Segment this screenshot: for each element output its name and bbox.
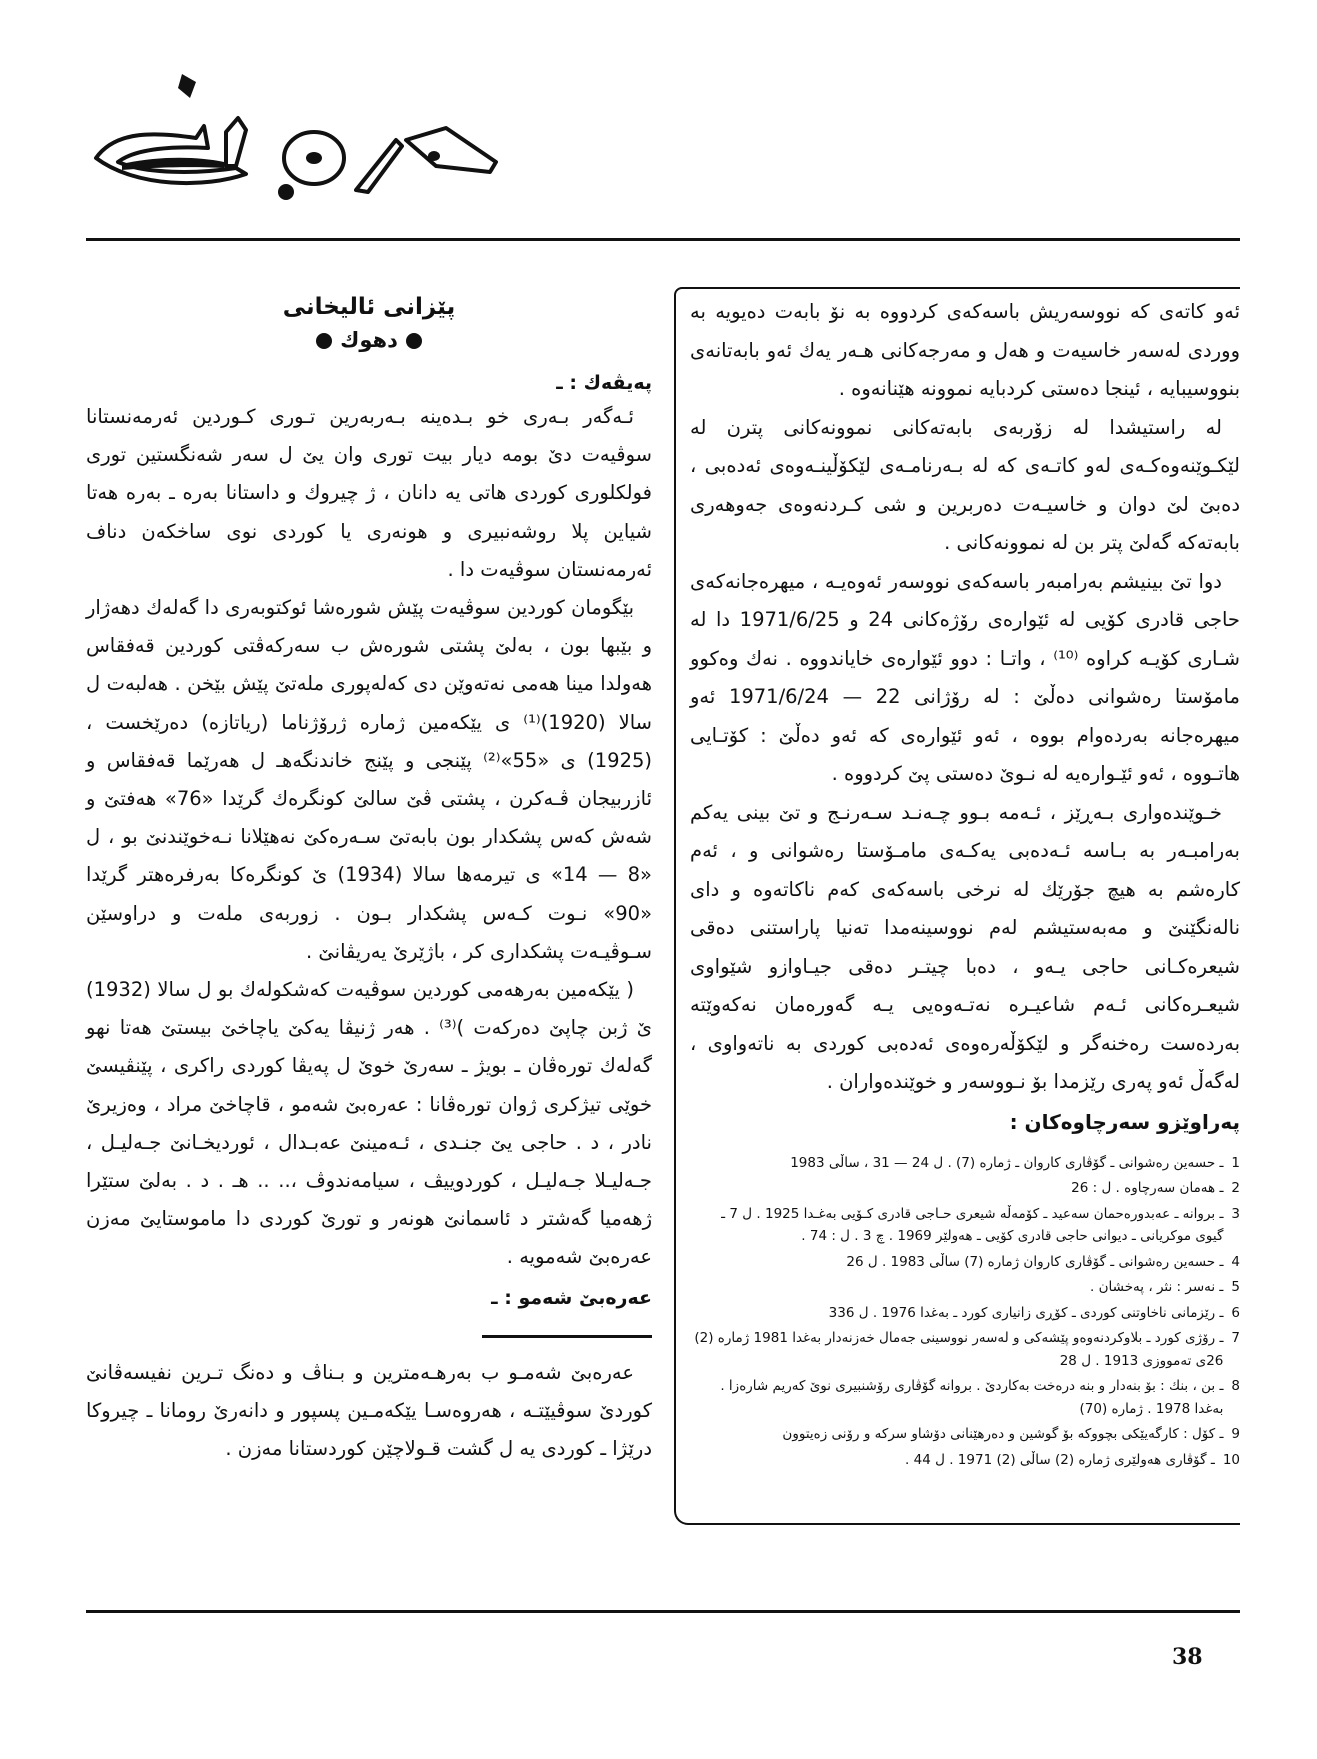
masthead-calligraphy-icon bbox=[86, 70, 506, 200]
footnote-item bbox=[690, 1327, 1240, 1372]
bottom-rule-divider bbox=[86, 1610, 1240, 1613]
footnote-number: 8 bbox=[1231, 1378, 1240, 1394]
section-divider bbox=[482, 1335, 652, 1338]
footnote-text: ـ گۆڤاری هەولێری ژمارە (2) ساڵی (2) 1971 . ل 44 . bbox=[905, 1451, 1215, 1468]
footnote-number: 5 bbox=[1231, 1279, 1240, 1295]
footnote-item bbox=[690, 1152, 1240, 1175]
masthead-logo bbox=[86, 70, 506, 200]
continuation-column-box bbox=[674, 287, 1240, 1525]
footnote-item bbox=[690, 1302, 1240, 1325]
footnote-item bbox=[690, 1251, 1240, 1274]
footnote-item bbox=[690, 1276, 1240, 1299]
footnote-number: 2 bbox=[1231, 1180, 1240, 1196]
footnote-item bbox=[690, 1375, 1240, 1420]
continuation-paragraph: ئەو کاتەی کە نووسەریش باسەکەی کردووە بە نۆ بابەت دەیویە بە ووردی لەسەر خاسیەت و هەل و مەرجەکانی هـەر یەك ئەو بابەتانەی بنووسیبایە ، ئینجا دەستی کردبایە نموونە هێنانەوە . bbox=[690, 300, 1240, 400]
footnote-item bbox=[690, 1177, 1240, 1200]
footnote-number: 9 bbox=[1231, 1426, 1240, 1442]
article-paragraph: عەرەبێ شەمـو ب بەرهـەمترین و بـناڤ و دەنگ تـرین نفیسەڤانێ کوردێ سوڤیێتـە ، هەروەسـا یێکەمـین پسپور و دانەرێ رومانا ـ چیروکا درێژا ـ کوردی یە ل گشت قـولاچێن کوردستانا مەزن . bbox=[86, 1360, 652, 1461]
top-rule-divider bbox=[86, 238, 1240, 241]
footnote-text: ـ بن ، بنك : بۆ بنەدار و بنە درەخت بەکاردێ . بروانە گۆڤاری رۆشنبیری نوێ کەریم شارەزا . بەغدا 1978 . ژمارە (70) bbox=[720, 1378, 1224, 1417]
byline-location: دهوك bbox=[340, 328, 398, 352]
footnotes-heading: پەراوێزو سەرچاوەکان : bbox=[1009, 1109, 1240, 1134]
intro-heading: پەیڤەك : ـ bbox=[556, 372, 652, 394]
article-paragraph: ( یێکەمین بەرهەمی کوردین سوڤیەت کەشکولەك بو ل سالا (1932) ێ ژبن چاپێ دەرکەت )⁽³⁾ . هەر ژنیڤا یەکێ یاچاخێ بیستێ هەتا نهو گەلەك تورەڤان ـ بویژ ـ سەرێ خوێ ل پەیڤا کوردی راکری ، پێنڤیسێ خوێی تیژکری ژوان تورەڤانا : عەرەبێ شەمو ، قاچاخێ مراد ، وەزیرێ نادر ، د . حاجی یێ جنـدی ، ئـەمینێ عەبـدال ، ئوردیخـانێ جـەلیـل ، جـەلیـلا جـەلیـل ، کوردوییڤ ، سیامەندوڤ ،.. .. هـ . د . بەلێ ستێرا ژهەمیا گەشتر د ئاسمانێ هونەر و تورێ کوردی دا ماموستایێ مەزن عەرەبێ شەمویە . bbox=[86, 978, 652, 1269]
continuation-paragraph: دوا تێ بینیشم بەرامبەر باسەکەی نووسەر ئەوەیـە ، میهرەجانەکەی حاجی قادری کۆیی لە ئێوارەی رۆژەکانی 24 و 1971/6/25 دا لە شـاری کۆیـە کراوە ⁽¹⁰⁾ ، واتـا : دوو ئێوارەی خایاندووە . نەك وەکوو مامۆستا رەشوانی دەڵێ : لە رۆژانی 22 — 1971/6/24 ئەو میهرەجانە بەردەوام بووە ، ئەو ئێوارەی کە ئەو دەڵێ : کۆتـایی هاتـووە ، ئەو ئێـوارەیە لە نـوێ دەستی پێ کردووە . bbox=[690, 569, 1240, 785]
page-number: 38 bbox=[1172, 1644, 1203, 1670]
footnote-number: 10 bbox=[1222, 1451, 1240, 1468]
footnote-item bbox=[690, 1423, 1240, 1446]
continuation-paragraph: خـوێندەواری بـەڕێز ، ئـەمە بـوو چـەنـد سـەرنـج و تێ بینی یەکم بەرامبـەر بە بـاسە ئـەدەبی یەکـەی مامـۆستا رەشوانی و ، ئەم کارەشم بە هیچ جۆرێك لە نرخی باسەکەی کەم ناکاتەوە و دای نالەنگێنێ و مەبەستیشم لەم نووسینەمدا تەنیا پاراستنی دەقی شیعرەکـانی حاجی یـەو ، دەبا چیتـر دەقی جیـاوازو شێواوی شیعـرەکانی ئـەم شاعیـرە نەتـەوەیی یـە گەورەمان نەکەوێتە بەردەست رەخنەگر و لێکۆڵەرەوەی ئەدەبی کوردی بە ناتەواوی ، لەگەڵ ئەو پەری رێزمدا بۆ نـووسەر و خوێندەواران . bbox=[690, 800, 1240, 1093]
footnote-text: ـ هەمان سەرچاوە . ل : 26 bbox=[1071, 1180, 1224, 1196]
footnote-text: ـ نەسر : نثر ، پەخشان . bbox=[1090, 1279, 1224, 1295]
bullet-icon bbox=[316, 333, 332, 349]
footnote-number: 6 bbox=[1231, 1304, 1240, 1321]
footnote-item bbox=[690, 1449, 1240, 1472]
section-heading: عەرەبێ شەمو : ـ bbox=[491, 1286, 652, 1309]
bullet-icon bbox=[406, 333, 422, 349]
footnote-number: 7 bbox=[1231, 1330, 1240, 1346]
article-title: پێزانی ئالیخانی bbox=[282, 294, 456, 320]
footnote-number: 4 bbox=[1231, 1253, 1240, 1270]
article-paragraph: بێگومان کوردین سوڤیەت پێش شورەشا ئوکتوبەری دا گەلەك دهەژار و بێبها بون ، بەلێ پشتی شورەش ب سەرکەڤتی کوردین قەفقاس هەولدا مینا هەمی نەتەوێن دی کەلەپوری ملەتێ پێش بێخن . هەلبەت ل سالا (1920)⁽¹⁾ ی یێکەمین ژمارە ژرۆژناما (ریاتازە) دەرێخست ، (1925) ی «55»⁽²⁾ پێنجی و پێنج خاندنگەهـ ل هەرێما قەفقاس و ئازربیجان ڤـەکرن ، پشتی ڤێ سالێ کونگرەك گرێدا «76» هەفتێ و شەش کەس پشکدار بون بابەتێ سـەرەکێ نەهێلانا نـەخوێندنێ بو ، ل «8 — 14» ی تیرمەها سالا (1934) ێ کونگرەکا بەرفرەهتر گرێدا «90» نـوت کـەس پشکدار بـون . زوربەی ملەت و دراوسێن سـوڤیـەت پشکداری کر ، باژێرێ یەریڤانێ . bbox=[86, 596, 652, 963]
footnote-text: ـ کۆل : کارگەیێکی بچووکە بۆ گوشین و دەرهێنانی دۆشاو سرکە و رۆنی زەیتوون bbox=[782, 1426, 1224, 1442]
footnote-number: 3 bbox=[1231, 1205, 1240, 1222]
footnote-text: ـ رێزمانی ناخاوتنی کوردی ـ کۆڕی زانیاری کورد ـ بەغدا 1976 . ل 336 bbox=[828, 1304, 1224, 1321]
footnote-item bbox=[690, 1203, 1240, 1248]
continuation-paragraph: لە راستیشدا لە زۆربەی بابەتەکانی نموونەکانی پترن لە لێکـوێنەوەکـەی لەو کاتـەی کە لە بـەرنامـەی لێکۆڵینـەوەی ئەدەبی ، دەبێ لێ دوان و خاسیـەت دەربرین و شی کـردنەوەی جەوهەری بابەتەکە گەلێ پتر بن لە نموونەکانی . bbox=[690, 415, 1240, 554]
article-column bbox=[86, 290, 652, 1468]
footnote-text: ـ رۆژی کورد ـ بلاوکردنەوەو پێشەکی و لەسەر نووسینی جەمال خەزنەدار بەغدا 1981 ژمارە (2) 26ی تەمووزی 1913 . ل 28 bbox=[694, 1330, 1224, 1369]
article-paragraph: ئـەگەر بـەری خو بـدەینە بـەربەرین تـوری کـوردین ئەرمەنستانا سوڤیەت دێ بومە دیار بیت توری وان یێ ل سەر شەنگستین توری فولکلوری کوردی هاتی یە دانان ، ژ چیروك و داستانا بەرە ـ بەرە هەتا شیاین پلا روشەنبیری و هونەری یا کوردی نوی ساخکەن دناف ئەرمەنستان سوڤیەت دا . bbox=[86, 405, 652, 581]
footnote-number: 1 bbox=[1231, 1154, 1240, 1171]
footnotes-list bbox=[690, 1152, 1240, 1472]
article-byline bbox=[86, 324, 652, 356]
footnote-text: ـ حسەین رەشوانی ـ گۆڤاری کاروان ـ ژمارە (7) . ل 24 — 31 ، ساڵی 1983 bbox=[790, 1154, 1224, 1171]
footnote-text: ـ بروانە ـ عەبدورەحمان سەعید ـ کۆمەڵە شیعری حـاجی قادری کـۆیی بەغـدا 1925 . ل 7 ـ گیوی موکریانی ـ دیوانی حاجی قادری کۆیی ـ هەولێر 1969 . چ 3 . ل : 74 . bbox=[721, 1205, 1224, 1244]
footnote-text: ـ حسەین رەشوانی ـ گۆڤاری کاروان ژمارە (7) ساڵی 1983 . ل 26 bbox=[846, 1253, 1224, 1270]
